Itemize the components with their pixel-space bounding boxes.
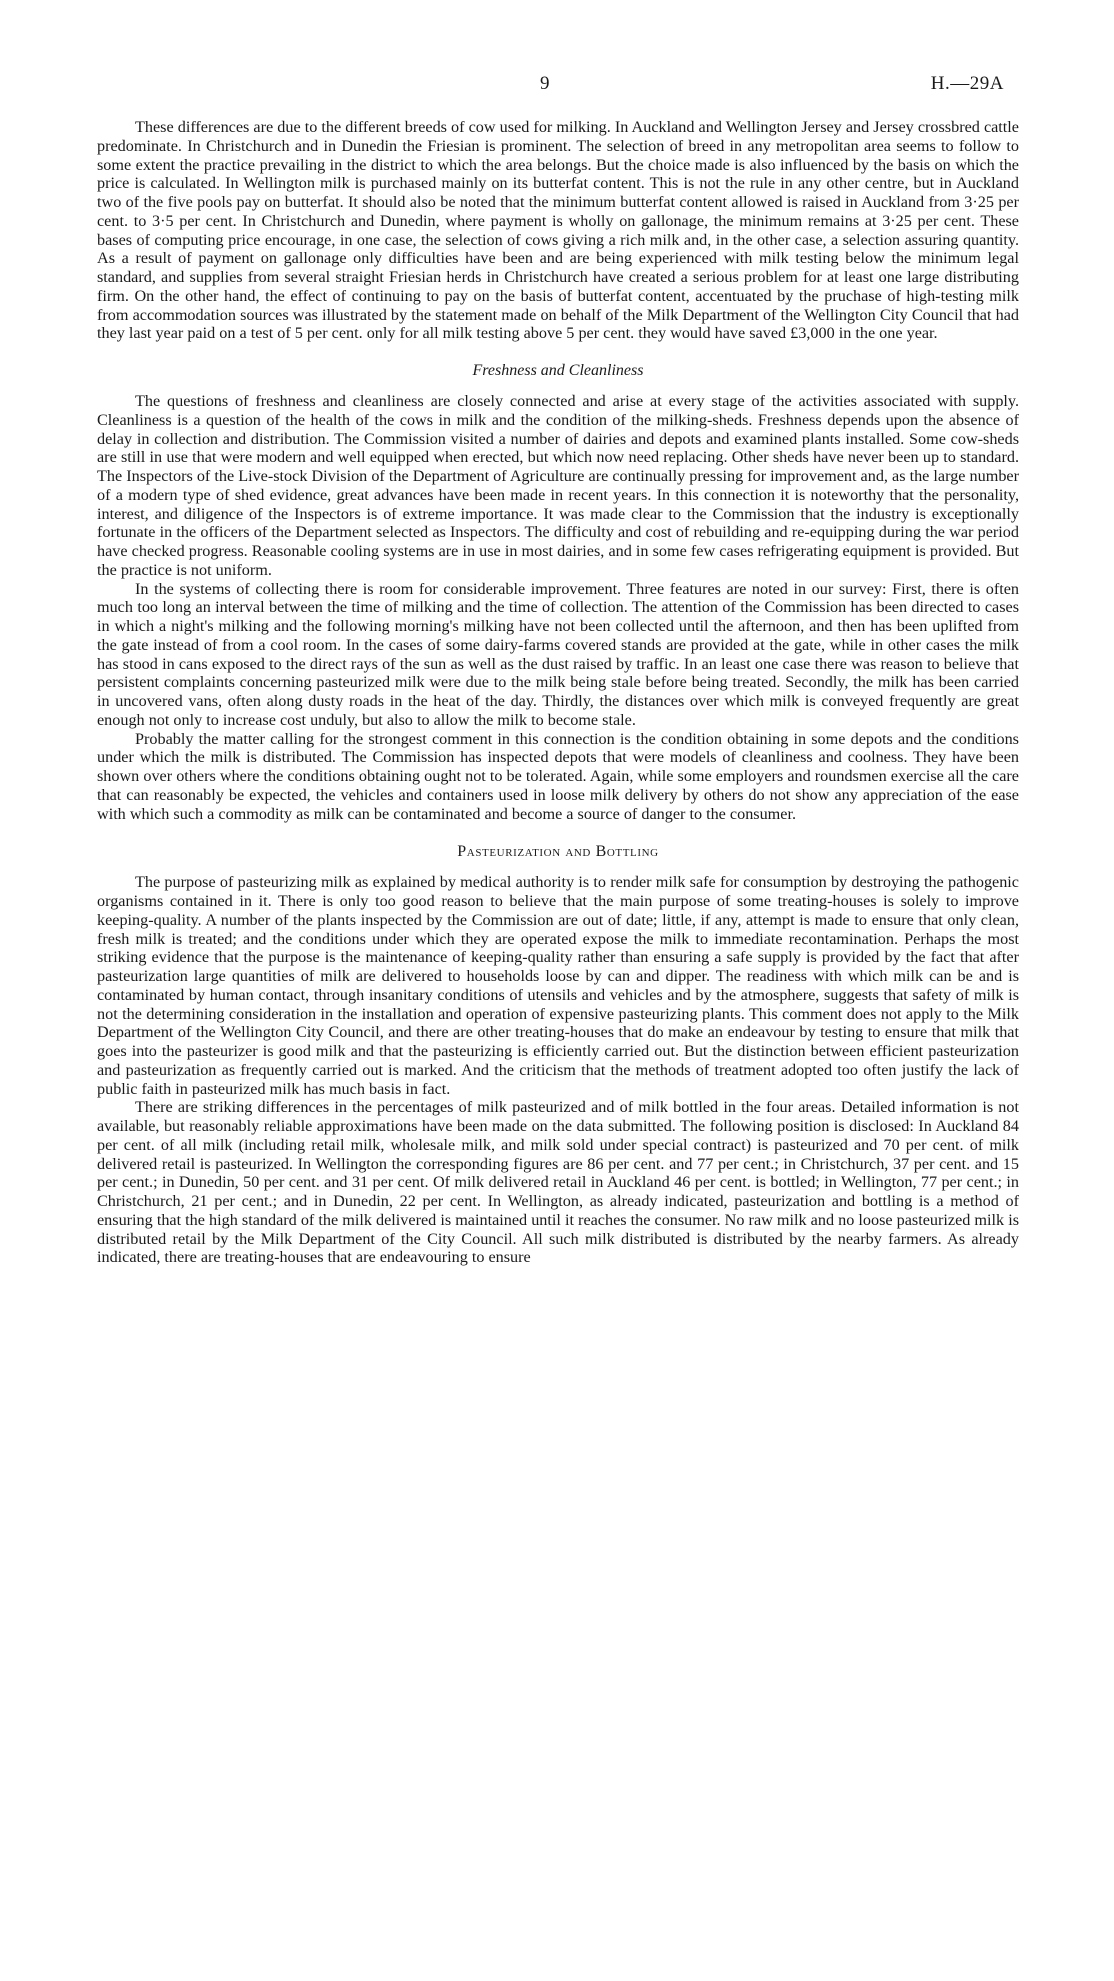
section-heading: Pasteurization and Bottling — [457, 843, 659, 861]
section-heading: Freshness and Cleanliness — [472, 362, 644, 379]
body-text — [97, 118, 1019, 1267]
paragraph: The purpose of pasteurizing milk as explained by medical authority is to render milk safe for consumption by destroying the pathogenic organisms contained in it. There is only too good reason to believe that the main purpose of some treating-houses is solely to improve keeping-quality. A number of the plants inspected by the Commission are out of date; little, if any, attempt is made to ensure that only clean, fresh milk is treated; and the conditions under which they are operated expose the milk to immediate recontamination. Perhaps the most striking evidence that the purpose is the maintenance of keeping-quality rather than ensuring a safe supply is provided by the fact that after pasteurization large quantities of milk are delivered to households loose by can and dipper. The readiness with which milk can be and is contaminated by human contact, through insanitary conditions of utensils and vehicles and by the atmosphere, suggests that safety of milk is not the determining consideration in the installation and operation of expensive pasteurizing plants. This comment does not apply to the Milk Department of the Wellington City Council, and there are other treating-houses that do make an endeavour by testing to ensure that milk that goes into the pasteurizer is good milk and that the pasteurizing is efficiently carried out. But the distinction between efficient pasteurization and pasteurization as frequently carried out is marked. And the criticism that the methods of treatment adopted too often justify the lack of public faith in pasteurized milk has much basis in fact. — [97, 873, 1019, 1098]
page-header — [0, 73, 1114, 103]
paragraph: There are striking differences in the percentages of milk pasteurized and of milk bottled in the four areas. Detailed information is not available, but reasonably reliable approximations have been made on the data submitted. The following position is disclosed: In Auckland 84 per cent. of all milk (including retail milk, wholesale milk, and milk sold under special contract) is pasteurized and 70 per cent. of milk delivered retail is pasteurized. In Wellington the corresponding figures are 86 per cent. and 77 per cent.; in Christchurch, 37 per cent. and 15 per cent.; in Dunedin, 50 per cent. and 31 per cent. Of milk delivered retail in Auckland 46 per cent. is bottled; in Wellington, 77 per cent.; in Christchurch, 21 per cent.; and in Dunedin, 22 per cent. In Wellington, as already indicated, pasteurization and bottling is a method of ensuring that the high standard of the milk delivered is maintained until it reaches the consumer. No raw milk and no loose pasteurized milk is distributed retail by the Milk Department of the City Council. All such milk distributed is distributed by the nearby farmers. As already indicated, there are treating-houses that are endeavouring to ensure — [97, 1098, 1019, 1267]
paragraph: The questions of freshness and cleanliness are closely connected and arise at every stage of the activities associated with supply. Cleanliness is a question of the health of the cows in milk and the condition of the milking-sheds. Freshness depends upon the absence of delay in collection and distribution. The Commission visited a number of dairies and depots and examined plants installed. Some cow-sheds are still in use that were modern and well equipped when erected, but which now need replacing. Other sheds have never been up to standard. The Inspectors of the Live-stock Division of the Department of Agriculture are continually pressing for improvement and, as the large number of a modern type of shed evidence, great advances have been made in recent years. In this connection it is noteworthy that the personality, interest, and diligence of the Inspectors is of extreme importance. It was made clear to the Commission that the industry is exceptionally fortunate in the officers of the Department selected as Inspectors. The difficulty and cost of rebuilding and re-equipping during the war period have checked progress. Reasonable cooling systems are in use in most dairies, and in some few cases refrigerating equipment is provided. But the practice is not uniform. — [97, 392, 1019, 579]
paragraph: Probably the matter calling for the strongest comment in this connection is the condition obtaining in some depots and the conditions under which the milk is distributed. The Commission has inspected depots that were models of cleanliness and coolness. They have been shown over others where the conditions obtaining ought not to be tolerated. Again, while some employers and roundsmen exercise all the care that can reasonably be expected, the vehicles and containers used in loose milk delivery by others do not show any appreciation of the ease with which such a commodity as milk can be contaminated and become a source of danger to the consumer. — [97, 729, 1019, 823]
page-number: 9 — [540, 73, 550, 94]
paragraph: In the systems of collecting there is room for considerable improvement. Three features are noted in our survey: First, there is often much too long an interval between the time of milking and the time of collection. The attention of the Commission has been directed to cases in which a night's milking and the following morning's milking have not been collected until the afternoon, and then has been uplifted from the gate instead of from a cool room. In the cases of some dairy-farms covered stands are provided at the gate, while in other cases the milk has stood in cans exposed to the direct rays of the sun as well as the dust raised by traffic. In an least one case there was reason to believe that persistent complaints concerning pasteurized milk were due to the milk being stale before being treated. Secondly, the milk has been carried in uncovered vans, often along dusty roads in the heat of the day. Thirdly, the distances over which milk is conveyed frequently are great enough not only to increase cost unduly, but also to allow the milk to become stale. — [97, 579, 1019, 729]
section-intro — [97, 118, 1019, 343]
document-reference: H.—29A — [930, 73, 1004, 94]
section-freshness — [97, 362, 1019, 823]
paragraph: These differences are due to the different breeds of cow used for milking. In Auckland and Wellington Jersey and Jersey crossbred cattle predominate. In Christchurch and in Dunedin the Friesian is prominent. The selection of breed in any metropolitan area seems to follow to some extent the practice prevailing in the district to which the area belongs. But the choice made is also influenced by the basis on which the price is calculated. In Wellington milk is purchased mainly on its butterfat content. This is not the rule in any other centre, but in Auckland two of the five pools pay on butterfat. It should also be noted that the minimum butterfat content allowed is raised in Auckland from 3·25 per cent. to 3·5 per cent. In Christchurch and Dunedin, where payment is wholly on gallonage, the minimum remains at 3·25 per cent. These bases of computing price encourage, in one case, the selection of cows giving a rich milk and, in the other case, a selection assuring quantity. As a result of payment on gallonage only difficulties have been and are being experienced with milk testing below the minimum legal standard, and supplies from several straight Friesian herds in Christchurch have created a serious problem for at least one large distributing firm. On the other hand, the effect of continuing to pay on the basis of butterfat content, accentuated by the pruchase of high-testing milk from accommodation sources was illustrated by the statement made on behalf of the Milk Department of the Wellington City Council that had they last year paid on a test of 5 per cent. only for all milk testing above 5 per cent. they would have saved £3,000 in the one year. — [97, 118, 1019, 343]
section-pasteurization — [97, 843, 1019, 1267]
